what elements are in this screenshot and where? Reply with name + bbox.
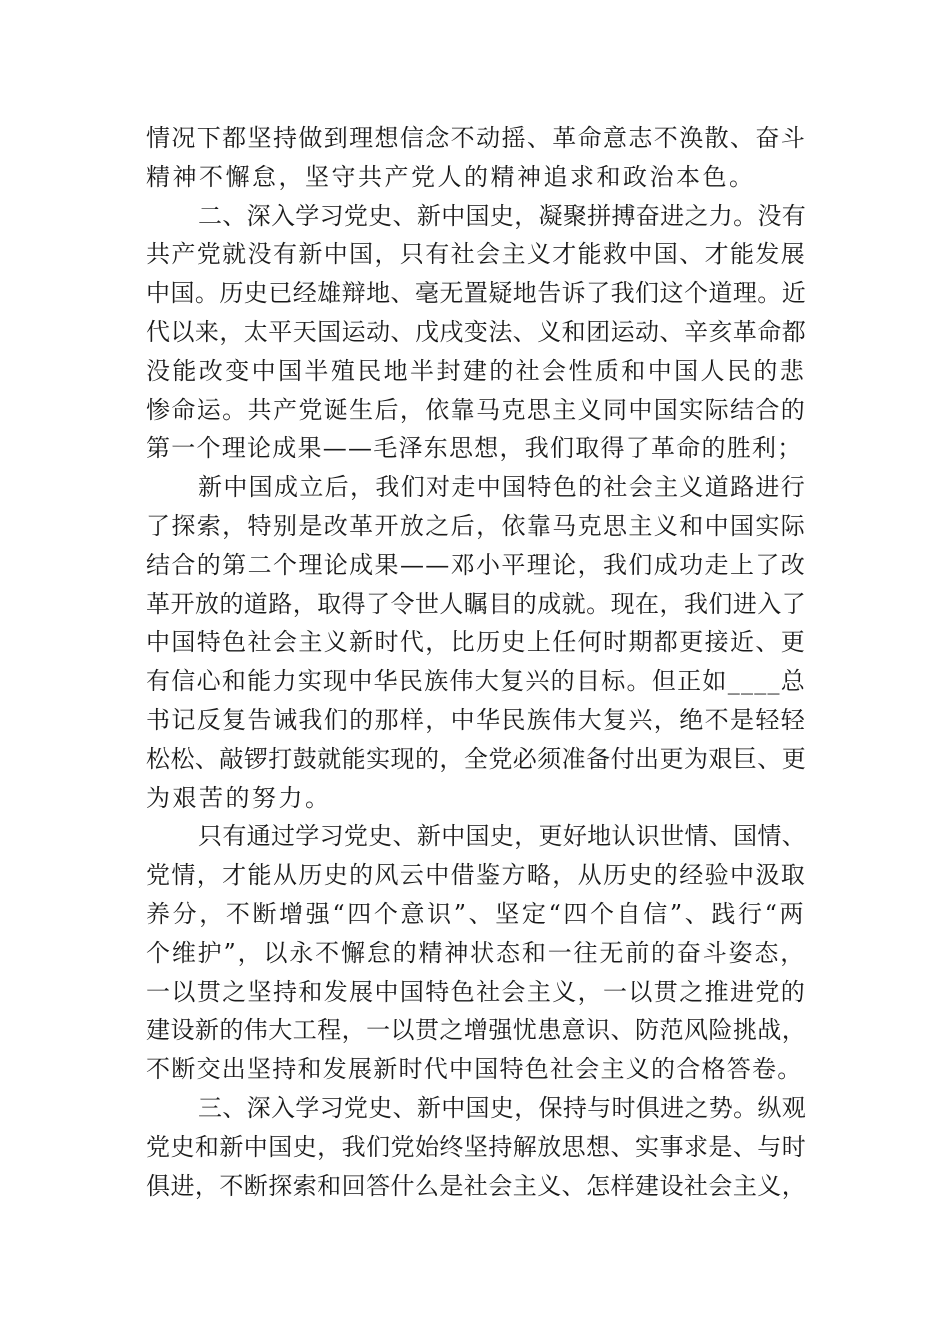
text-line: 新中国成立后，我们对走中国特色的社会主义道路进行 [198, 473, 806, 502]
text-line: 结合的第二个理论成果——邓小平理论，我们成功走上了改 [146, 550, 806, 579]
text-line: 一以贯之坚持和发展中国特色社会主义，一以贯之推进党的 [146, 977, 806, 1006]
text-line: 三、深入学习党史、新中国史，保持与时俱进之势。纵观 [198, 1093, 806, 1122]
text-line: 惨命运。共产党诞生后，依靠马克思主义同中国实际结合的 [146, 395, 806, 424]
text-line: 书记反复告诫我们的那样，中华民族伟大复兴，绝不是轻轻 [146, 705, 806, 734]
text-line: 建设新的伟大工程，一以贯之增强忧患意识、防范风险挑战， [146, 1016, 806, 1045]
text-line: 共产党就没有新中国，只有社会主义才能救中国、才能发展 [146, 240, 806, 269]
text-line: 俱进，不断探索和回答什么是社会主义、怎样建设社会主义， [146, 1171, 806, 1200]
text-line: 为艰苦的努力。 [146, 783, 332, 812]
text-line: 党情，才能从历史的风云中借鉴方略，从历史的经验中汲取 [146, 861, 806, 890]
text-line: 精神不懈怠，坚守共产党人的精神追求和政治本色。 [146, 162, 756, 191]
text-line: 党史和新中国史，我们党始终坚持解放思想、实事求是、与时 [146, 1132, 806, 1161]
text-line: 二、深入学习党史、新中国史，凝聚拼搏奋进之力。没有 [198, 201, 806, 230]
text-line: 中国。历史已经雄辩地、毫无置疑地告诉了我们这个道理。近 [146, 279, 806, 308]
text-line: 个维护”，以永不懈怠的精神状态和一往无前的奋斗姿态， [146, 938, 806, 967]
text-line: 代以来，太平天国运动、戊戌变法、义和团运动、辛亥革命都 [146, 317, 806, 346]
text-line: 情况下都坚持做到理想信念不动摇、革命意志不涣散、奋斗 [146, 124, 806, 152]
text-line: 松松、敲锣打鼓就能实现的，全党必须准备付出更为艰巨、更 [146, 744, 806, 773]
text-line: 只有通过学习党史、新中国史，更好地认识世情、国情、 [198, 822, 806, 851]
text-line: 不断交出坚持和发展新时代中国特色社会主义的合格答卷。 [146, 1055, 803, 1084]
text-line: 中国特色社会主义新时代，比历史上任何时期都更接近、更 [146, 628, 806, 657]
text-line: 第一个理论成果——毛泽东思想，我们取得了革命的胜利； [146, 434, 803, 463]
text-line: 革开放的道路，取得了令世人瞩目的成就。现在，我们进入了 [146, 589, 806, 618]
text-line: 了探索，特别是改革开放之后，依靠马克思主义和中国实际 [146, 511, 806, 540]
document-body-text [146, 119, 806, 1205]
text-line: 没能改变中国半殖民地半封建的社会性质和中国人民的悲 [146, 356, 806, 385]
text-line: 有信心和能力实现中华民族伟大复兴的目标。但正如____总 [146, 667, 806, 696]
text-line: 养分，不断增强“四个意识”、坚定“四个自信”、践行“两 [146, 899, 806, 928]
